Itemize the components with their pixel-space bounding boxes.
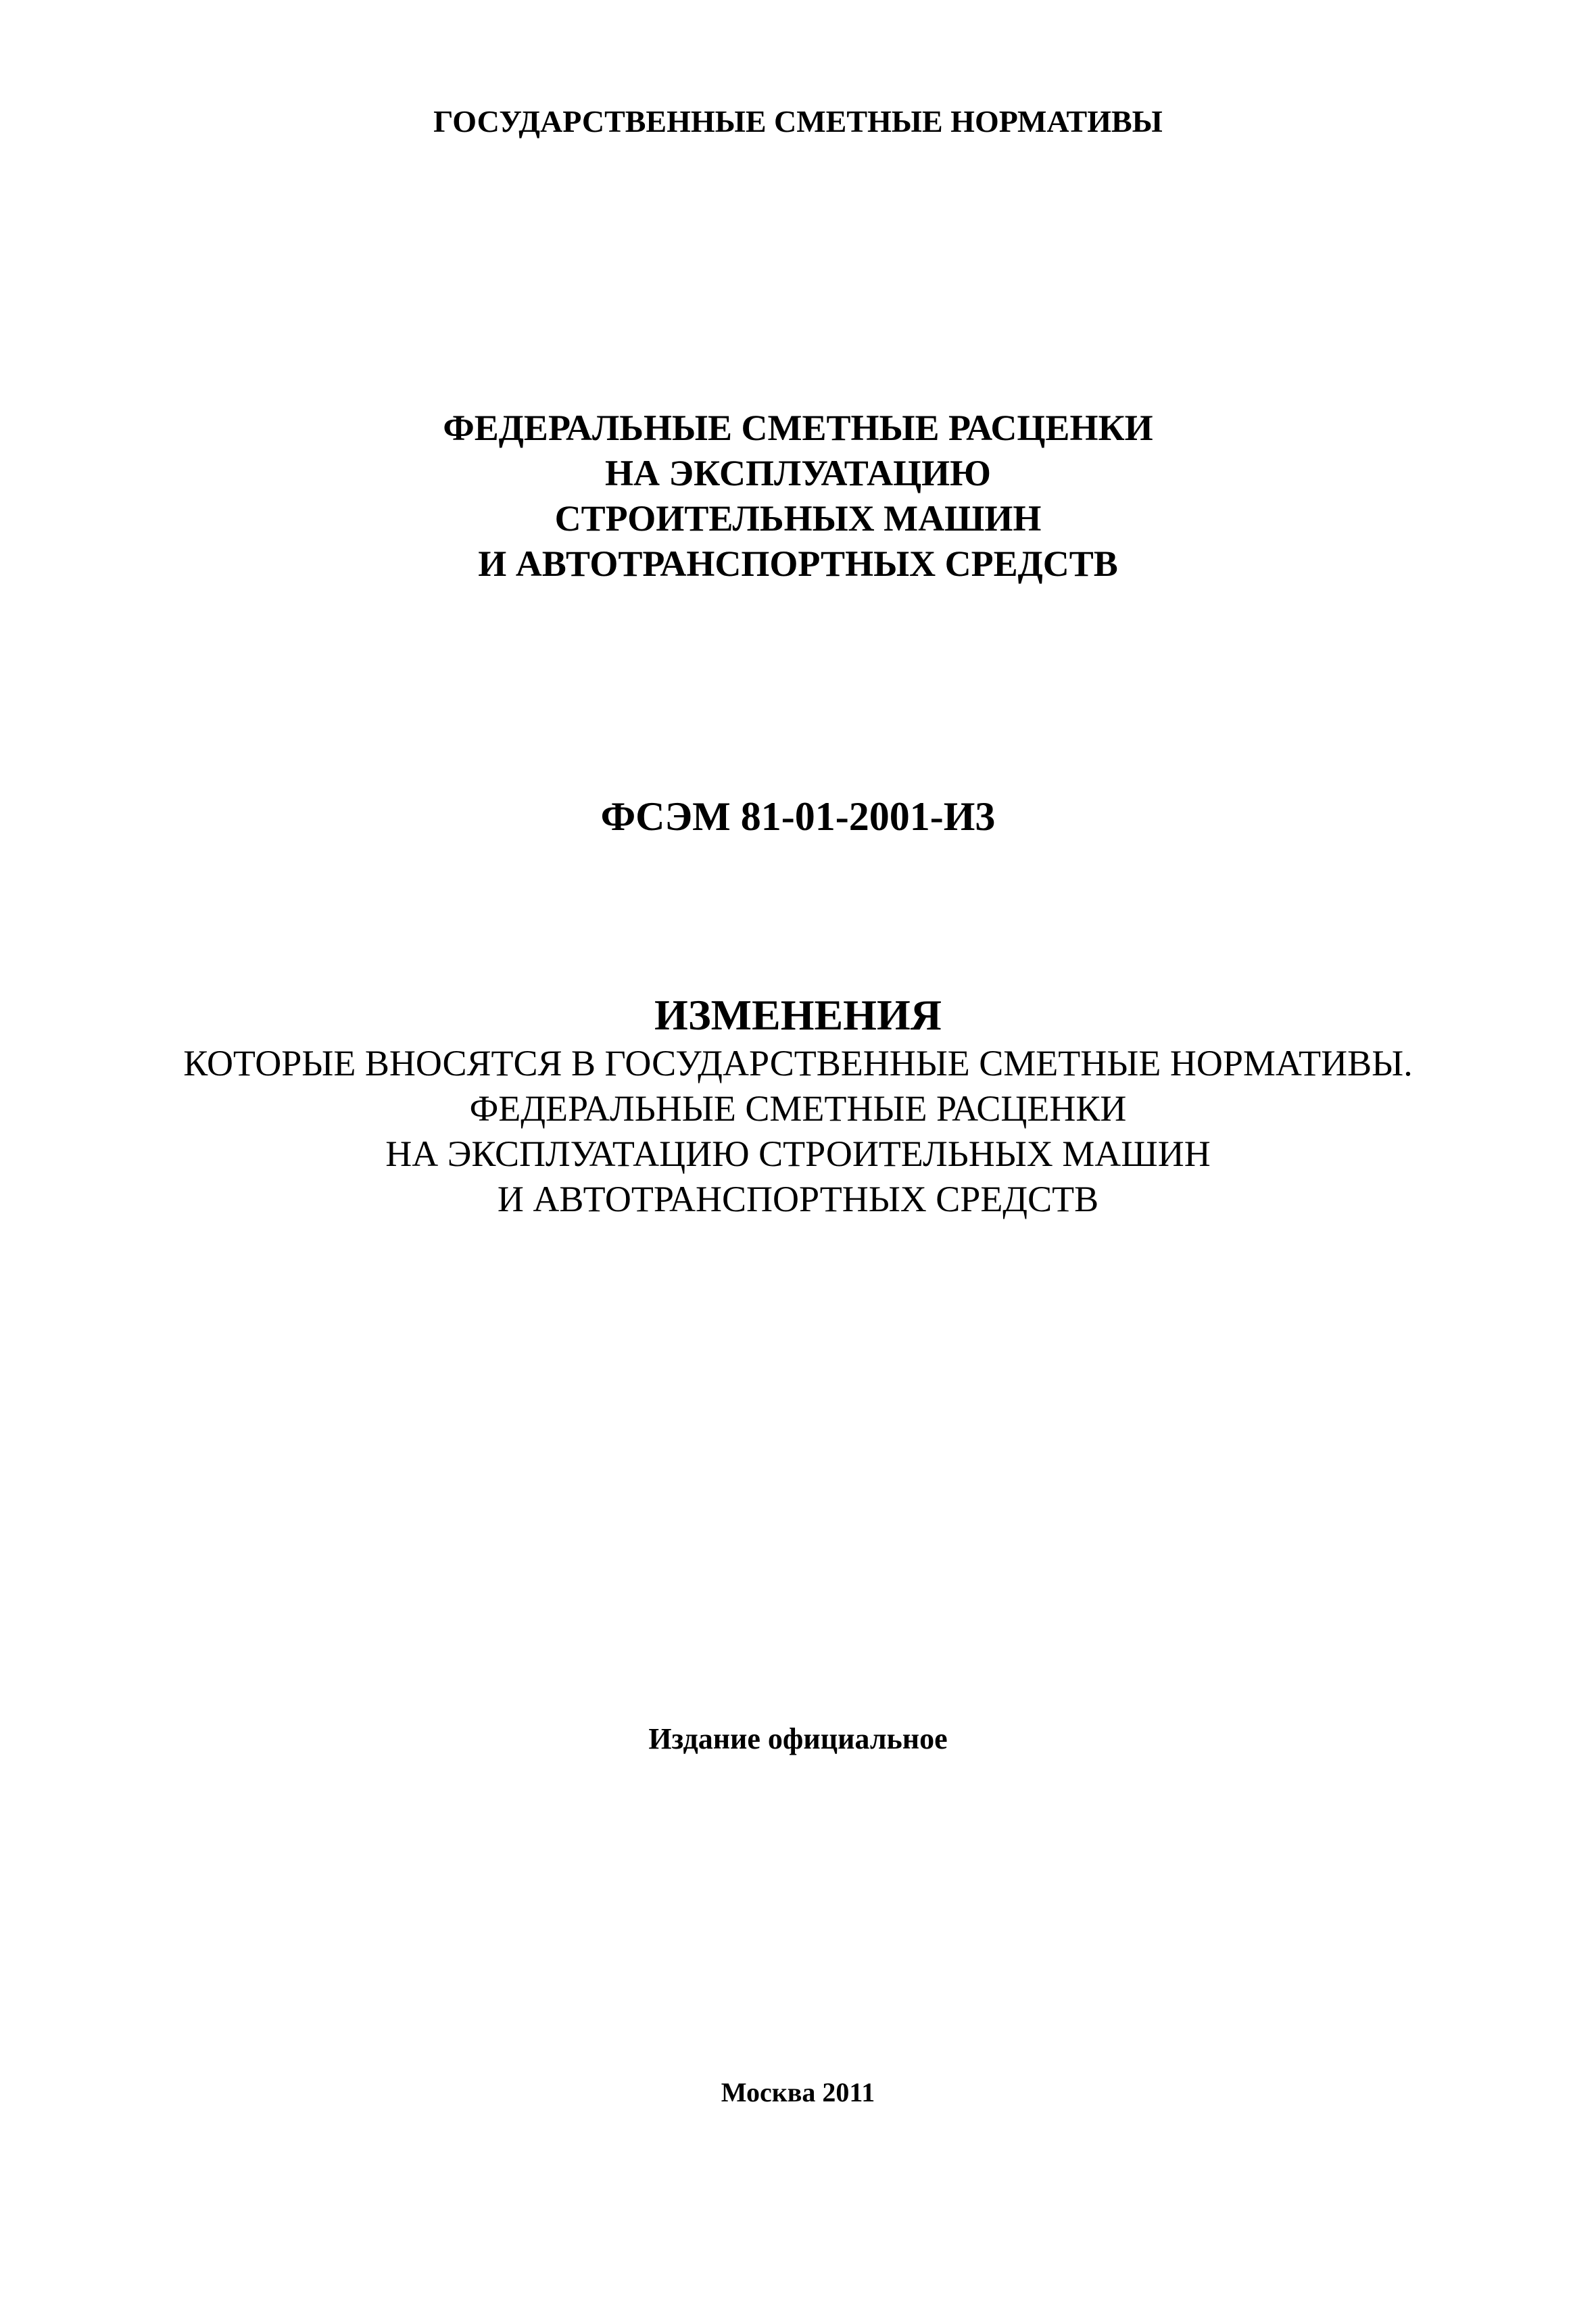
title-line: ФЕДЕРАЛЬНЫЕ СМЕТНЫЕ РАСЦЕНКИ (443, 408, 1153, 448)
changes-heading-text: ИЗМЕНЕНИЯ (654, 991, 942, 1039)
document-title (0, 406, 1596, 587)
document-code (0, 791, 1596, 842)
title-line: СТРОИТЕЛЬНЫХ МАШИН (554, 498, 1042, 539)
changes-line: И АВТОТРАНСПОРТНЫХ СРЕДСТВ (497, 1179, 1099, 1219)
edition-note (0, 1720, 1596, 1758)
changes-line: ФЕДЕРАЛЬНЫЕ СМЕТНЫЕ РАСЦЕНКИ (469, 1088, 1127, 1129)
changes-line: НА ЭКСПЛУАТАЦИЮ СТРОИТЕЛЬНЫХ МАШИН (385, 1134, 1211, 1174)
city-year-text: Москва 2011 (721, 2077, 875, 2107)
title-line: НА ЭКСПЛУАТАЦИЮ (605, 453, 991, 493)
changes-heading (0, 990, 1596, 1041)
header-text: ГОСУДАРСТВЕННЫЕ СМЕТНЫЕ НОРМАТИВЫ (433, 104, 1163, 139)
changes-description (0, 1041, 1596, 1222)
code-text: ФСЭМ 81-01-2001-И3 (600, 794, 996, 839)
changes-line: КОТОРЫЕ ВНОСЯТСЯ В ГОСУДАРСТВЕННЫЕ СМЕТНЫЕ НОРМАТИВЫ. (183, 1043, 1413, 1083)
city-year (0, 2075, 1596, 2110)
title-line: И АВТОТРАНСПОРТНЫХ СРЕДСТВ (478, 543, 1118, 584)
document-header (0, 101, 1596, 142)
edition-text: Издание официальное (648, 1722, 948, 1755)
